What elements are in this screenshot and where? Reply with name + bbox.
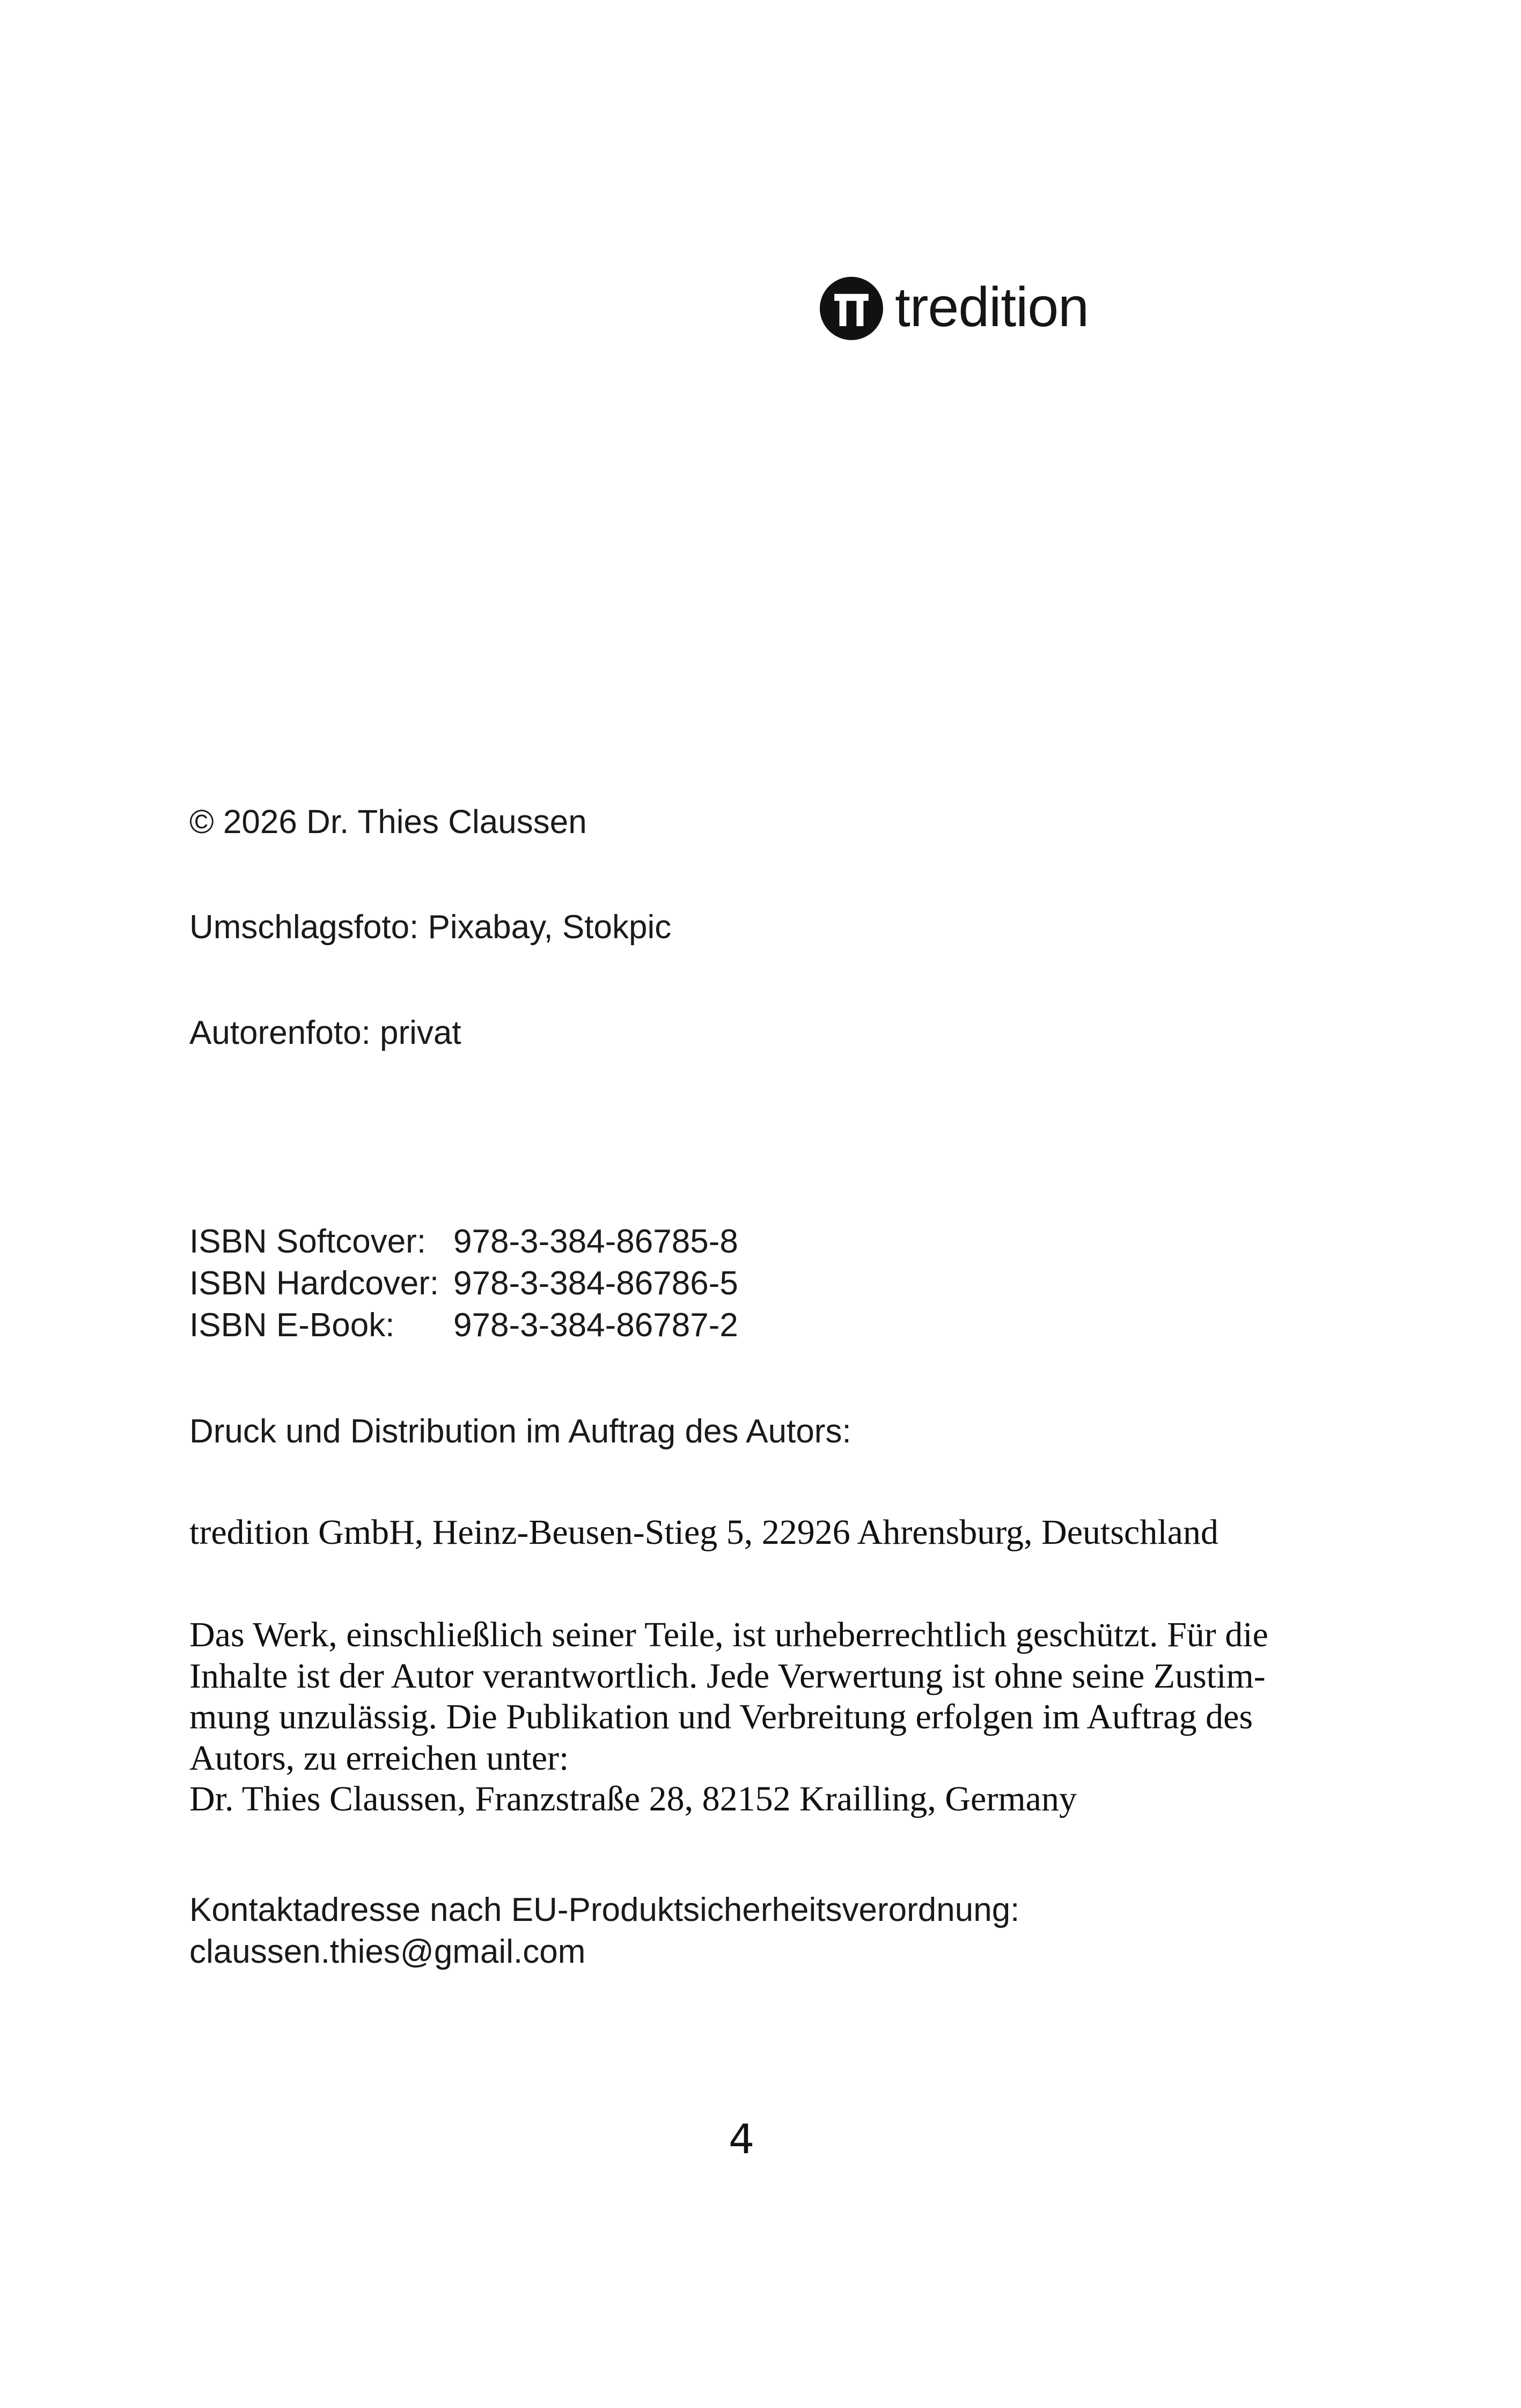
legal-line: mung unzulässig. Die Publikation und Verbreitung erfolgen im Auftrag des xyxy=(189,1697,1253,1736)
contact-email: claussen.thies@gmail.com xyxy=(189,1933,586,1970)
isbn-value: 978-3-384-86785-8 xyxy=(453,1223,738,1260)
publisher-logo xyxy=(820,276,1089,341)
isbn-softcover-row xyxy=(189,1225,738,1258)
logo-wordmark: tredition xyxy=(895,276,1089,338)
isbn-value: 978-3-384-86786-5 xyxy=(453,1265,738,1302)
tredition-logo-icon xyxy=(820,277,883,340)
isbn-value: 978-3-384-86787-2 xyxy=(453,1307,738,1344)
isbn-label: ISBN Softcover: xyxy=(189,1223,427,1260)
printing-note: Druck und Distribution im Auftrag des Autors: xyxy=(189,1413,851,1450)
legal-line: Autors, zu erreichen unter: xyxy=(189,1738,569,1778)
legal-notice xyxy=(189,1615,1284,1820)
legal-line: Inhalte ist der Autor verantwortlich. Jede Verwertung ist ohne seine Zustim- xyxy=(189,1656,1266,1696)
legal-line: Dr. Thies Claussen, Franzstraße 28, 82152 Krailling, Germany xyxy=(189,1779,1077,1818)
copyright-line: © 2026 Dr. Thies Claussen xyxy=(189,804,587,841)
isbn-label: ISBN Hardcover: xyxy=(189,1265,439,1302)
printer-address: tredition GmbH, Heinz-Beusen-Stieg 5, 22926 Ahrensburg, Deutschland xyxy=(189,1513,1218,1552)
isbn-hardcover-row xyxy=(189,1267,738,1300)
legal-line: Das Werk, einschließlich seiner Teile, ist urheberrechtlich geschützt. Für die xyxy=(189,1615,1268,1654)
isbn-ebook-row xyxy=(189,1309,738,1342)
cover-photo-credit: Umschlagsfoto: Pixabay, Stokpic xyxy=(189,909,672,946)
page-number: 4 xyxy=(729,2115,755,2163)
isbn-label: ISBN E-Book: xyxy=(189,1307,395,1344)
contact-label: Kontaktadresse nach EU-Produktsicherheitsverordnung: xyxy=(189,1891,1020,1928)
author-photo-credit: Autorenfoto: privat xyxy=(189,1014,461,1051)
